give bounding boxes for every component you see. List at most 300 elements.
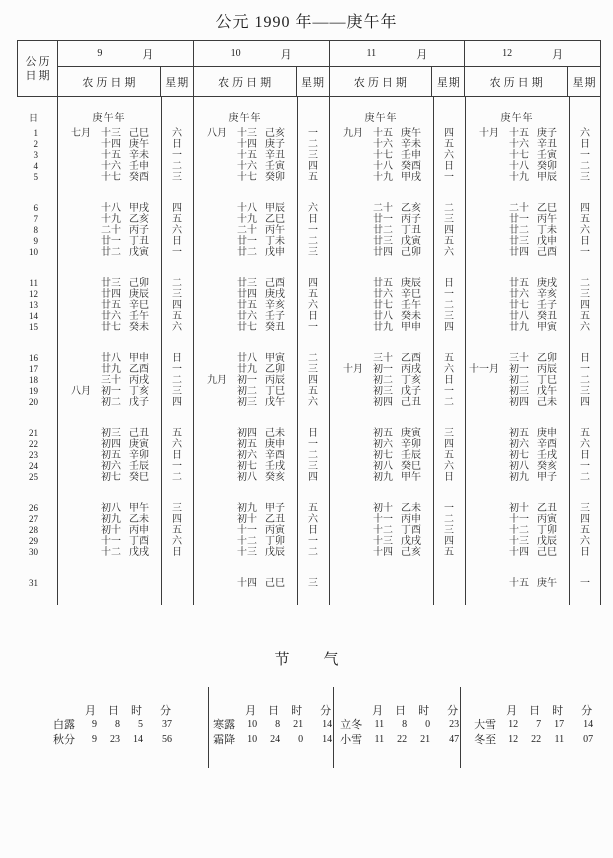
lunar-date-cell [329, 525, 433, 536]
weekday: 一 [172, 247, 182, 258]
lunar-date-cell [57, 289, 161, 300]
weekday: 三 [308, 364, 318, 375]
solar-term-col-header: 月 [245, 705, 257, 717]
lunar-day: 十八 [509, 161, 529, 172]
lunar-date-cell [465, 472, 569, 483]
corner-header [18, 41, 58, 96]
day-row [17, 289, 600, 300]
lunar-date-cell [329, 150, 433, 161]
day-row [17, 536, 600, 547]
ganzhi: 戊寅 [129, 247, 149, 258]
weekday: 二 [308, 450, 318, 461]
ganzhi: 己亥 [401, 547, 421, 558]
lunar-day: 初一 [101, 386, 121, 397]
ganzhi: 辛亥 [265, 300, 285, 311]
weekday: 三 [172, 386, 182, 397]
lunar-day: 初九 [237, 503, 257, 514]
solar-term-value: 12 [508, 733, 519, 745]
weekday: 四 [308, 278, 318, 289]
weekday: 日 [580, 450, 590, 461]
lunar-date-cell [329, 236, 433, 247]
weekday: 日 [444, 472, 454, 483]
ganzhi: 乙卯 [537, 353, 557, 364]
lunar-day: 廿六 [509, 289, 529, 300]
month-char: 月 [416, 48, 428, 61]
lunar-date-cell [193, 289, 297, 300]
solar-term-value: 17 [554, 718, 565, 730]
solar-term-value: 9 [92, 718, 97, 730]
lunar-day: 十九 [509, 172, 529, 183]
lunar-day: 初一 [509, 364, 529, 375]
lunar-day: 十八 [373, 161, 393, 172]
ganzhi: 丙申 [129, 525, 149, 536]
year-label: 庚午年 [228, 113, 262, 124]
lunar-date-cell [57, 439, 161, 450]
lunar-month-label: 九月 [343, 128, 363, 139]
ganzhi: 辛酉 [265, 450, 285, 461]
lunar-day: 初六 [101, 461, 121, 472]
weekday: 一 [580, 364, 590, 375]
solar-term-row [53, 731, 208, 746]
weekday: 四 [580, 300, 590, 311]
weekday: 日 [172, 450, 182, 461]
lunar-date-cell [465, 172, 569, 183]
weekday: 四 [172, 203, 182, 214]
lunar-day: 十二 [509, 525, 529, 536]
ganzhi: 辛卯 [401, 439, 421, 450]
weekday: 一 [580, 461, 590, 472]
solar-term-name: 秋分 [53, 734, 75, 746]
ganzhi: 壬申 [401, 150, 421, 161]
lunar-day: 廿五 [373, 278, 393, 289]
lunar-date-cell [193, 472, 297, 483]
weekday: 二 [444, 397, 454, 408]
lunar-date-cell [465, 236, 569, 247]
day-row [17, 386, 600, 397]
lunar-day: 廿四 [373, 247, 393, 258]
lunar-date-cell [329, 139, 433, 150]
day-row [17, 161, 600, 172]
day-number: 25 [29, 472, 38, 482]
weekday: 二 [444, 203, 454, 214]
lunar-date-cell [193, 386, 297, 397]
lunar-date-cell [57, 375, 161, 386]
ganzhi: 丙寅 [537, 514, 557, 525]
solar-term-value: 23 [110, 733, 120, 745]
lunar-day: 十二 [373, 525, 393, 536]
weekday: 一 [308, 225, 318, 236]
month-header-12 [465, 41, 600, 67]
ganzhi: 壬戌 [537, 450, 557, 461]
weekday: 二 [444, 514, 454, 525]
ganzhi: 辛巳 [129, 300, 149, 311]
weekday: 日 [308, 214, 318, 225]
ganzhi: 癸巳 [401, 461, 421, 472]
lunar-day: 十四 [237, 578, 257, 589]
ganzhi: 乙巳 [265, 214, 285, 225]
day-row [17, 214, 600, 225]
lunar-day: 初九 [509, 472, 529, 483]
day-number: 26 [29, 503, 38, 513]
weekday: 日 [444, 161, 454, 172]
ganzhi: 丙申 [401, 514, 421, 525]
week-header: 星期 [436, 76, 461, 89]
lunar-date-cell [193, 547, 297, 558]
ganzhi: 丙子 [401, 214, 421, 225]
weekday: 二 [308, 139, 318, 150]
lunar-day: 十一 [237, 525, 257, 536]
lunar-date-cell [193, 450, 297, 461]
day-number: 9 [33, 236, 38, 246]
weekday: 二 [580, 278, 590, 289]
weekday: 二 [172, 161, 182, 172]
solar-term-name: 白露 [53, 719, 75, 731]
lunar-day: 廿三 [373, 236, 393, 247]
lunar-date-cell [193, 300, 297, 311]
lunar-day: 廿二 [509, 225, 529, 236]
lunar-day: 初十 [237, 514, 257, 525]
weekday: 日 [580, 547, 590, 558]
lunar-date-cell [329, 300, 433, 311]
lunar-day: 十二 [101, 547, 121, 558]
corner-header-line2: 日期 [25, 69, 52, 82]
day-number: 10 [29, 247, 38, 257]
lunar-date-cell [329, 225, 433, 236]
lunar-day: 初三 [237, 397, 257, 408]
weekday: 六 [172, 439, 182, 450]
solar-term-group [333, 687, 460, 768]
weekday: 日 [172, 547, 182, 558]
weekday: 四 [308, 161, 318, 172]
day-column-label: 日 [28, 113, 38, 123]
lunar-date-cell [465, 397, 569, 408]
lunar-date-cell [329, 247, 433, 258]
ganzhi: 乙丑 [265, 514, 285, 525]
lunar-day: 十六 [101, 161, 121, 172]
lunar-date-cell [465, 578, 569, 589]
ganzhi: 庚寅 [129, 439, 149, 450]
weekday: 五 [444, 547, 454, 558]
solar-term-value: 12 [508, 718, 519, 730]
ganzhi: 庚午 [537, 578, 557, 589]
ganzhi: 庚子 [265, 139, 285, 150]
month-char: 月 [552, 48, 564, 61]
ganzhi: 己丑 [401, 397, 421, 408]
weekday: 二 [308, 236, 318, 247]
weekday: 三 [172, 503, 182, 514]
solar-term-header-row [213, 702, 333, 716]
weekday: 五 [172, 525, 182, 536]
calendar-body [17, 97, 601, 605]
solar-term-col-header: 分 [160, 705, 171, 717]
lunar-date-cell [57, 525, 161, 536]
lunar-day: 初二 [509, 375, 529, 386]
ganzhi: 丁巳 [265, 386, 285, 397]
lunar-date-cell [465, 364, 569, 375]
lunar-date-cell [193, 364, 297, 375]
lunar-day: 十四 [237, 139, 257, 150]
lunar-day: 十八 [237, 203, 257, 214]
weekday: 五 [444, 353, 454, 364]
lunar-date-cell [57, 364, 161, 375]
ganzhi: 丁酉 [129, 536, 149, 547]
ganzhi: 壬辰 [129, 461, 149, 472]
weekday: 六 [308, 203, 318, 214]
day-number: 8 [33, 225, 38, 235]
ganzhi: 乙亥 [129, 214, 149, 225]
lunar-date-cell [193, 322, 297, 333]
ganzhi: 辛丑 [537, 139, 557, 150]
solar-term-group [208, 687, 333, 768]
day-row [17, 203, 600, 214]
lunar-day: 十七 [373, 150, 393, 161]
month-header-9 [58, 41, 193, 67]
lunar-date-header: 农历日期 [330, 67, 433, 96]
grid-vline [433, 97, 434, 605]
month-header-10 [194, 41, 329, 67]
weekday: 六 [580, 128, 590, 139]
year-row [17, 113, 600, 124]
day-number: 5 [33, 172, 38, 182]
lunar-day: 初四 [509, 397, 529, 408]
weekday: 六 [580, 439, 590, 450]
lunar-date-cell [57, 203, 161, 214]
ganzhi: 癸未 [129, 322, 149, 333]
lunar-date-cell [193, 172, 297, 183]
ganzhi: 己巳 [537, 547, 557, 558]
ganzhi: 甲子 [265, 503, 285, 514]
lunar-day: 廿四 [237, 289, 257, 300]
lunar-day: 廿九 [373, 322, 393, 333]
ganzhi: 庚辰 [129, 289, 149, 300]
lunar-day: 三十 [373, 353, 393, 364]
weekday: 二 [308, 547, 318, 558]
solar-term-name: 霜降 [213, 734, 236, 746]
lunar-day: 十四 [509, 547, 529, 558]
ganzhi: 戊戌 [129, 547, 149, 558]
weekday: 三 [580, 386, 590, 397]
lunar-day: 廿七 [101, 322, 121, 333]
ganzhi: 乙未 [129, 514, 149, 525]
lunar-day: 初六 [373, 439, 393, 450]
solar-term-value: 24 [270, 733, 281, 745]
ganzhi: 乙酉 [129, 364, 149, 375]
day-number: 29 [29, 536, 38, 546]
weekday: 六 [444, 461, 454, 472]
lunar-day: 十三 [101, 128, 121, 139]
weekday: 日 [308, 428, 318, 439]
day-row [17, 439, 600, 450]
lunar-date-cell [465, 353, 569, 364]
ganzhi: 癸酉 [129, 172, 149, 183]
solar-term-header-row [53, 702, 208, 716]
day-number: 7 [33, 214, 38, 224]
day-row [17, 225, 600, 236]
weekday: 三 [308, 578, 318, 589]
solar-term-value: 14 [133, 733, 143, 745]
ganzhi: 庚戌 [537, 278, 557, 289]
ganzhi: 庚戌 [265, 289, 285, 300]
weekday: 五 [580, 214, 590, 225]
grid-vline [329, 97, 330, 605]
lunar-day: 廿一 [237, 236, 257, 247]
day-number: 21 [29, 428, 38, 438]
lunar-date-cell [193, 225, 297, 236]
solar-term-value: 5 [138, 718, 143, 730]
lunar-date-cell [193, 139, 297, 150]
solar-term-header-row [474, 702, 601, 716]
lunar-day: 廿八 [509, 311, 529, 322]
weekday: 五 [580, 311, 590, 322]
weekday: 二 [444, 300, 454, 311]
lunar-date-cell [57, 311, 161, 322]
lunar-day: 初七 [509, 450, 529, 461]
ganzhi: 丙寅 [265, 525, 285, 536]
solar-term-value: 14 [322, 733, 333, 745]
weekday: 一 [444, 172, 454, 183]
lunar-day: 初九 [101, 514, 121, 525]
weekday: 三 [580, 289, 590, 300]
solar-term-col-header: 时 [131, 705, 142, 717]
lunar-day: 初三 [101, 428, 121, 439]
lunar-day: 初二 [101, 397, 121, 408]
ganzhi: 甲寅 [537, 322, 557, 333]
ganzhi: 壬子 [265, 311, 285, 322]
ganzhi: 庚辰 [401, 278, 421, 289]
ganzhi: 癸丑 [265, 322, 285, 333]
month-header-11 [330, 41, 465, 67]
day-row [17, 503, 600, 514]
day-row [17, 461, 600, 472]
ganzhi: 乙卯 [265, 364, 285, 375]
weekday: 三 [444, 311, 454, 322]
ganzhi: 乙丑 [537, 503, 557, 514]
lunar-day: 初四 [101, 439, 121, 450]
solar-term-value: 8 [402, 718, 408, 730]
weekday: 日 [172, 353, 182, 364]
lunar-date-cell [57, 536, 161, 547]
ganzhi: 甲辰 [265, 203, 285, 214]
ganzhi: 庚申 [265, 439, 285, 450]
solar-term-header-row [340, 702, 460, 716]
lunar-date-cell [329, 214, 433, 225]
weekday: 四 [172, 397, 182, 408]
lunar-day: 二十 [101, 225, 121, 236]
lunar-day: 十四 [373, 547, 393, 558]
day-number: 30 [29, 547, 38, 557]
solar-term-col-header: 时 [552, 705, 564, 717]
lunar-date-cell [329, 439, 433, 450]
solar-term-value: 14 [322, 718, 333, 730]
lunar-day: 廿三 [101, 278, 121, 289]
ganzhi: 戊午 [537, 386, 557, 397]
weekday: 一 [172, 364, 182, 375]
ganzhi: 辛亥 [537, 289, 557, 300]
day-row [17, 578, 600, 589]
lunar-day: 廿九 [101, 364, 121, 375]
solar-terms-table [17, 687, 601, 753]
ganzhi: 壬戌 [265, 461, 285, 472]
lunar-month-label: 十一月 [469, 364, 499, 375]
lunar-date-cell [465, 322, 569, 333]
lunar-date-cell [465, 161, 569, 172]
day-row [17, 525, 600, 536]
lunar-day: 廿五 [237, 300, 257, 311]
weekday: 一 [580, 150, 590, 161]
lunar-date-cell [329, 375, 433, 386]
lunar-day: 廿九 [237, 364, 257, 375]
day-number: 11 [29, 278, 38, 288]
lunar-date-cell [465, 311, 569, 322]
weekday: 六 [580, 225, 590, 236]
day-number: 19 [29, 386, 38, 396]
lunar-day: 三十 [101, 375, 121, 386]
lunar-date-cell [329, 311, 433, 322]
ganzhi: 甲子 [537, 472, 557, 483]
lunar-date-cell [465, 128, 569, 139]
weekday: 四 [444, 439, 454, 450]
page-title: 公元 1990 年——庚午年 [215, 14, 398, 31]
lunar-day: 初四 [237, 428, 257, 439]
lunar-date-cell [465, 536, 569, 547]
lunar-date-cell [57, 247, 161, 258]
lunar-day: 十三 [237, 128, 257, 139]
solar-term-name: 寒露 [213, 719, 236, 731]
lunar-day: 二十 [237, 225, 257, 236]
solar-term-row [213, 731, 333, 746]
ganzhi: 乙未 [401, 503, 421, 514]
solar-term-col-header: 日 [108, 705, 119, 717]
day-row [17, 428, 600, 439]
weekday: 六 [308, 514, 318, 525]
day-row [17, 247, 600, 258]
weekday: 三 [580, 172, 590, 183]
weekday: 三 [308, 461, 318, 472]
day-row [17, 311, 600, 322]
weekday: 日 [580, 236, 590, 247]
lunar-day: 初五 [373, 428, 393, 439]
year-label: 庚午年 [364, 113, 398, 124]
month-char: 月 [142, 48, 154, 61]
lunar-day: 廿一 [101, 236, 121, 247]
lunar-date-cell [193, 525, 297, 536]
ganzhi: 乙亥 [401, 203, 421, 214]
solar-term-group [460, 687, 601, 768]
grid-vline [57, 97, 58, 605]
lunar-date-cell [465, 150, 569, 161]
weekday: 六 [444, 150, 454, 161]
solar-term-col-header: 月 [85, 705, 96, 717]
ganzhi: 丙戌 [129, 375, 149, 386]
lunar-date-cell [193, 514, 297, 525]
month-group-12 [465, 41, 600, 96]
solar-term-value: 14 [583, 718, 594, 730]
ganzhi: 癸巳 [129, 472, 149, 483]
lunar-day: 廿七 [509, 300, 529, 311]
lunar-date-cell [329, 503, 433, 514]
lunar-date-cell [329, 397, 433, 408]
lunar-day: 十六 [373, 139, 393, 150]
weekday: 三 [580, 503, 590, 514]
day-number: 24 [29, 461, 38, 471]
day-row [17, 375, 600, 386]
solar-term-row [340, 731, 460, 746]
weekday: 日 [308, 311, 318, 322]
ganzhi: 乙巳 [537, 203, 557, 214]
lunar-day: 初十 [509, 503, 529, 514]
day-number: 3 [33, 150, 38, 160]
lunar-date-cell [329, 203, 433, 214]
